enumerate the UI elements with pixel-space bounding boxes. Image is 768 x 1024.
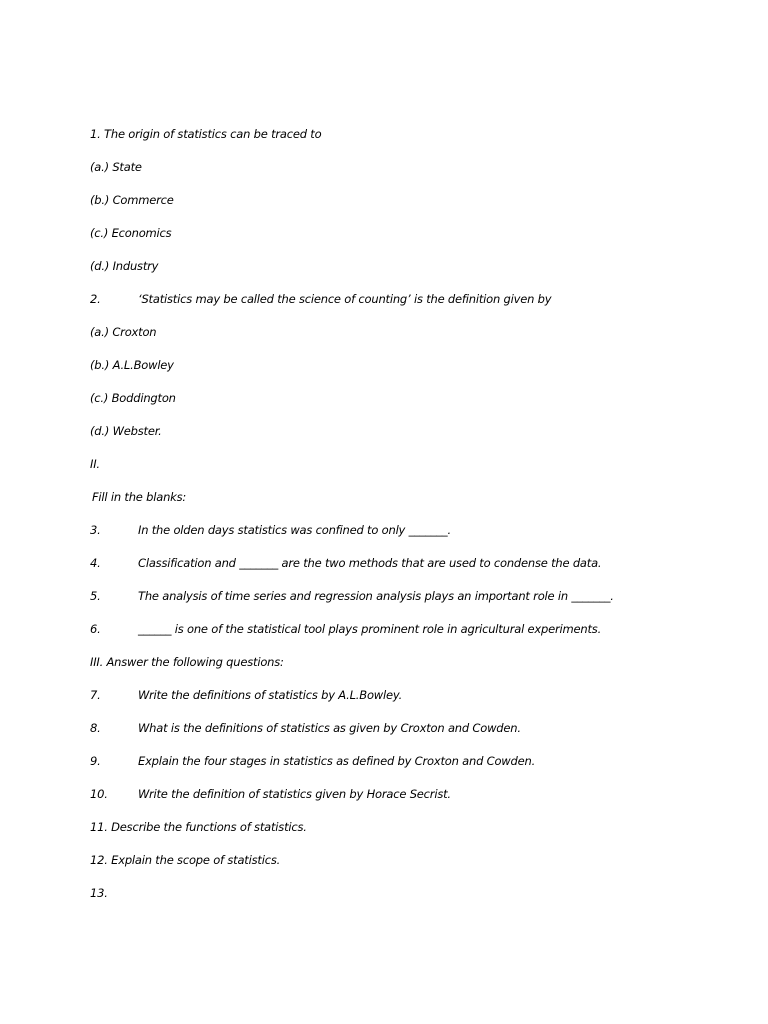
- question-number: 6.: [90, 622, 101, 636]
- question-13: 13.: [90, 886, 108, 900]
- question-number: 10.: [90, 787, 108, 801]
- question-6: [90, 622, 601, 636]
- question-11: 11. Describe the functions of statistics.: [90, 820, 307, 834]
- question-3: [90, 523, 451, 537]
- q1-option-b: (b.) Commerce: [90, 193, 174, 207]
- question-number: 2.: [90, 292, 101, 306]
- question-number: 9.: [90, 754, 101, 768]
- question-10: [90, 787, 451, 801]
- question-2: [90, 292, 551, 306]
- q1-option-d: (d.) Industry: [90, 259, 159, 273]
- question-text: Explain the four stages in statistics as defined by Croxton and Cowden.: [138, 754, 536, 768]
- section-2-heading: II.: [90, 457, 100, 471]
- question-5: [90, 589, 614, 603]
- question-text: Classification and _______ are the two methods that are used to condense the data.: [138, 556, 602, 570]
- question-4: [90, 556, 601, 570]
- question-text: The analysis of time series and regression analysis plays an important role in _______.: [138, 589, 614, 603]
- question-7: [90, 688, 402, 702]
- question-number: 3.: [90, 523, 101, 537]
- question-number: 4.: [90, 556, 101, 570]
- question-8: [90, 721, 521, 735]
- question-12: 12. Explain the scope of statistics.: [90, 853, 281, 867]
- question-number: 7.: [90, 688, 101, 702]
- question-text: ‘Statistics may be called the science of counting’ is the definition given by: [138, 292, 552, 306]
- question-1: 1. The origin of statistics can be traced to: [90, 127, 322, 141]
- question-text: Write the definition of statistics given by Horace Secrist.: [138, 787, 451, 801]
- q2-option-c: (c.) Boddington: [90, 391, 176, 405]
- q2-option-a: (a.) Croxton: [90, 325, 157, 339]
- question-text: Write the definitions of statistics by A.L.Bowley.: [138, 688, 403, 702]
- question-text: ______ is one of the statistical tool plays prominent role in agricultural experiments.: [138, 622, 602, 636]
- question-text: What is the definitions of statistics as given by Croxton and Cowden.: [138, 721, 521, 735]
- question-text: In the olden days statistics was confined to only _______.: [138, 523, 451, 537]
- q1-option-a: (a.) State: [90, 160, 142, 174]
- q1-option-c: (c.) Economics: [90, 226, 172, 240]
- question-9: [90, 754, 535, 768]
- question-number: 8.: [90, 721, 101, 735]
- q2-option-b: (b.) A.L.Bowley: [90, 358, 174, 372]
- section-3-heading: III. Answer the following questions:: [90, 655, 284, 669]
- question-number: 5.: [90, 589, 101, 603]
- q2-option-d: (d.) Webster.: [90, 424, 162, 438]
- section-2-instruction: Fill in the blanks:: [92, 490, 187, 504]
